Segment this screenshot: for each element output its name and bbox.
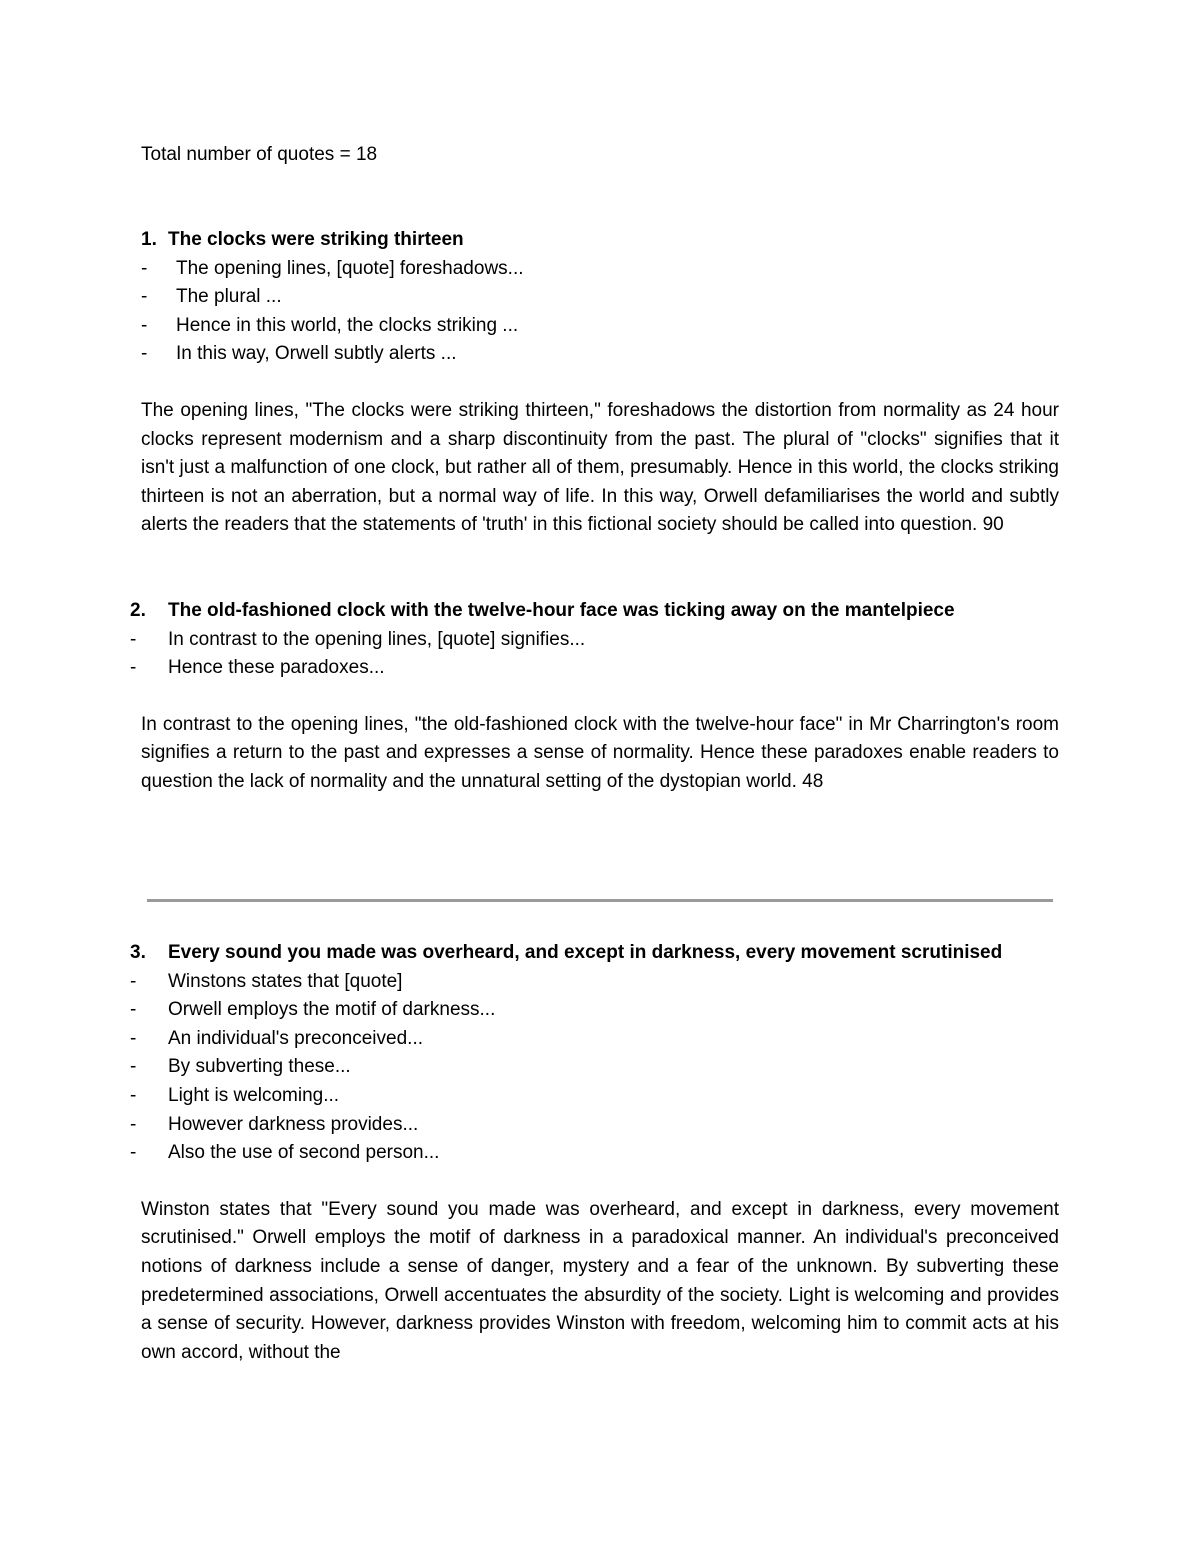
quote-number: 2. <box>130 600 146 621</box>
list-item: - The plural ... <box>130 283 1060 312</box>
bullet-dash: - <box>130 628 137 650</box>
list-item: - Also the use of second person... <box>130 1139 1060 1168</box>
bullet-list <box>130 255 1060 369</box>
list-item: - Hence these paradoxes... <box>130 654 1060 683</box>
bullet-dash: - <box>130 657 137 679</box>
quote-title: Every sound you made was overheard, and except in darkness, every movement scrutinised <box>168 942 1003 963</box>
bullet-dash: - <box>130 1056 137 1078</box>
analysis-paragraph: The opening lines, "The clocks were striking thirteen," foreshadows the distortion from normality as 24 hour clocks represent modernism and a sharp discontinuity from the past. The plural of "clocks" signifies that it isn't just a malfunction of one clock, but rather all of them, presumably. Hence in this world, the clocks striking thirteen is not an aberration, but a normal way of life. In this way, Orwell defamiliarises the world and subtly alerts the readers that the statements of 'truth' in this fictional society should be called into question. 90 <box>141 399 1059 536</box>
bullet-dash: - <box>130 970 137 992</box>
quote-number: 1. <box>141 229 157 250</box>
bullet-dash: - <box>130 1142 137 1164</box>
quote-section-2 <box>130 597 1060 797</box>
quote-section-1 <box>130 226 1060 540</box>
bullet-list <box>130 968 1060 1168</box>
list-item: - By subverting these... <box>130 1053 1060 1082</box>
section-divider <box>147 899 1053 902</box>
bullet-list <box>130 626 1060 683</box>
list-item: - An individual's preconceived... <box>130 1025 1060 1054</box>
analysis-paragraph: In contrast to the opening lines, "the old-fashioned clock with the twelve-hour face" in Mr Charrington's room signifies a return to the past and expresses a sense of normality. Hence these paradoxes enable readers to question the lack of normality and the unnatural setting of the dystopian world. 48 <box>141 713 1059 792</box>
quote-number: 3. <box>130 942 146 963</box>
analysis-paragraph: Winston states that "Every sound you made was overheard, and except in darkness, every movement scrutinised." Orwell employs the motif of darkness in a paradoxical manner. An individual's preconceived notions of darkness include a sense of danger, mystery and a fear of the unknown. By subverting these predetermined associations, Orwell accentuates the absurdity of the society. Light is welcoming and provides a sense of security. However, darkness provides Winston with freedom, welcoming him to commit acts at his own accord, without the <box>141 1198 1059 1363</box>
bullet-dash: - <box>141 314 148 336</box>
quote-section-3 <box>130 939 1060 1367</box>
bullet-dash: - <box>130 1084 137 1106</box>
total-quotes-line: Total number of quotes = 18 <box>141 144 378 165</box>
list-item: - Hence in this world, the clocks striking ... <box>130 312 1060 341</box>
list-item: - Orwell employs the motif of darkness... <box>130 996 1060 1025</box>
quote-title: The old-fashioned clock with the twelve-hour face was ticking away on the mantelpiece <box>168 600 955 621</box>
bullet-dash: - <box>141 286 148 308</box>
list-item: - Winstons states that [quote] <box>130 968 1060 997</box>
list-item: - In contrast to the opening lines, [quote] signifies... <box>130 626 1060 655</box>
list-item: - In this way, Orwell subtly alerts ... <box>130 340 1060 369</box>
quote-title: The clocks were striking thirteen <box>168 229 464 250</box>
bullet-dash: - <box>130 999 137 1021</box>
quote-heading <box>130 226 1060 255</box>
quote-heading <box>130 939 1060 968</box>
list-item: - However darkness provides... <box>130 1111 1060 1140</box>
quote-heading <box>130 597 1060 626</box>
bullet-dash: - <box>130 1027 137 1049</box>
bullet-dash: - <box>141 257 148 279</box>
list-item: - Light is welcoming... <box>130 1082 1060 1111</box>
list-item: - The opening lines, [quote] foreshadows... <box>130 255 1060 284</box>
bullet-dash: - <box>141 343 148 365</box>
bullet-dash: - <box>130 1113 137 1135</box>
